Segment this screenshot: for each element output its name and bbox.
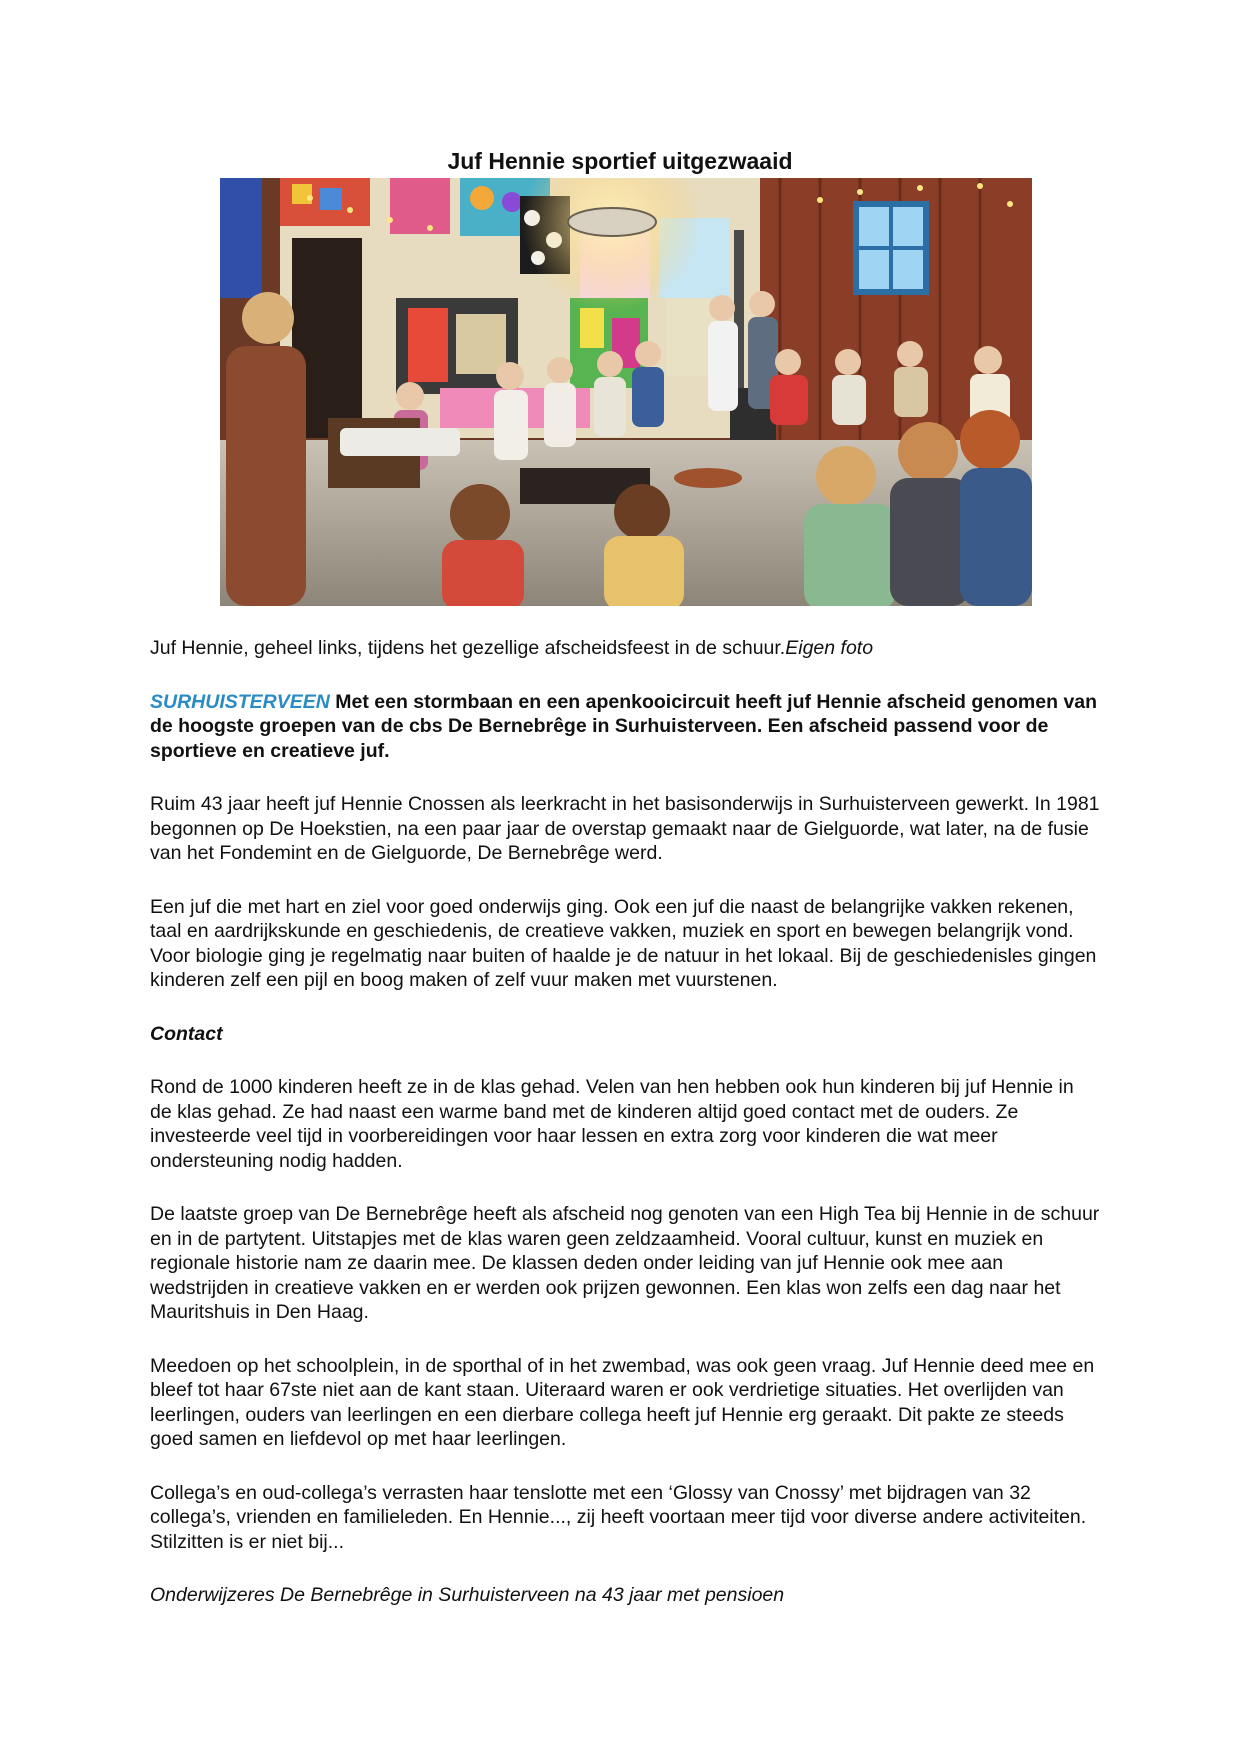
body-paragraph: Rond de 1000 kinderen heeft ze in de klas gehad. Velen van hen hebben ook hun kinderen bij juf Hennie in de klas gehad. Ze had naast een warme band met de kinderen altijd goed contact met de ouders. Ze investeerde veel tijd in voorbereidingen voor haar lessen en extra zorg voor kinderen die wat meer ondersteuning nodig hadden. (150, 1076, 1074, 1172)
lead-paragraph (150, 690, 1100, 764)
article-body (150, 636, 1100, 1637)
article-footer: Onderwijzeres De Bernebrêge in Surhuisterveen na 43 jaar met pensioen (150, 1584, 785, 1606)
section-heading: Contact (150, 1022, 223, 1045)
photo-caption (150, 636, 1100, 661)
article-title: Juf Hennie sportief uitgezwaaid (447, 148, 793, 174)
body-paragraph: Een juf die met hart en ziel voor goed onderwijs ging. Ook een juf die naast de belangrijke vakken rekenen, taal en aardrijkskunde en geschiedenis, de creatieve vakken, muziek en sport en bewegen belangrijk vond. Voor biologie ging je regelmatig naar buiten of haalde je de natuur in het lokaal. Bij de geschiedenisles gingen kinderen zelf een pijl en boog maken of zelf vuur maken met vuurstenen. (150, 895, 1097, 991)
classroom-photo (220, 178, 1032, 606)
lead-text: Met een stormbaan en een apenkooicircuit heeft juf Hennie afscheid genomen van de hoogste groepen van de cbs De Bernebrêge in Surhuisterveen. Een afscheid passend voor de sportieve en creatieve juf. (150, 690, 1098, 762)
body-paragraph: Ruim 43 jaar heeft juf Hennie Cnossen als leerkracht in het basisonderwijs in Surhuisterveen gewerkt. In 1981 begonnen op De Hoekstien, na een paar jaar de overstap gemaakt naar de Gielguorde, wat later, na de fusie van het Fondemint en de Gielguorde, De Bernebrêge werd. (150, 793, 1100, 864)
body-paragraph: Meedoen op het schoolplein, in de sporthal of in het zwembad, was ook geen vraag. Juf Hennie deed mee en bleef tot haar 67ste niet aan de kant staan. Uiteraard waren er ook verdrietige situaties. Het overlijden van leerlingen, ouders van leerlingen en een dierbare collega heeft juf Hennie erg geraakt. Dit pakte ze steeds goed samen en liefdevol op met haar leerlingen. (150, 1354, 1095, 1450)
caption-text: Juf Hennie, geheel links, tijdens het gezellige afscheidsfeest in de schuur. (150, 637, 786, 659)
photo-credit: Eigen foto (785, 637, 874, 659)
body-paragraph: Collega’s en oud-collega’s verrasten haar tenslotte met een ‘Glossy van Cnossy’ met bijdragen van 32 collega’s, vrienden en familieleden. En Hennie..., zij heeft voortaan meer tijd voor diverse andere activiteiten. Stilzitten is er niet bij... (150, 1481, 1087, 1553)
body-paragraph: De laatste groep van De Bernebrêge heeft als afscheid nog genoten van een High Tea bij Hennie in de schuur en in de partytent. Uitstapjes met de klas waren geen zeldzaamheid. Vooral cultuur, kunst en muziek en regionale historie nam ze daarin mee. De klassen deden onder leiding van juf Hennie ook mee aan wedstrijden in creatieve vakken en er werden ook prijzen gewonnen. Een klas won zelfs een dag naar het Mauritshuis in Den Haag. (150, 1203, 1100, 1323)
dateline: SURHUISTERVEEN (150, 690, 330, 713)
